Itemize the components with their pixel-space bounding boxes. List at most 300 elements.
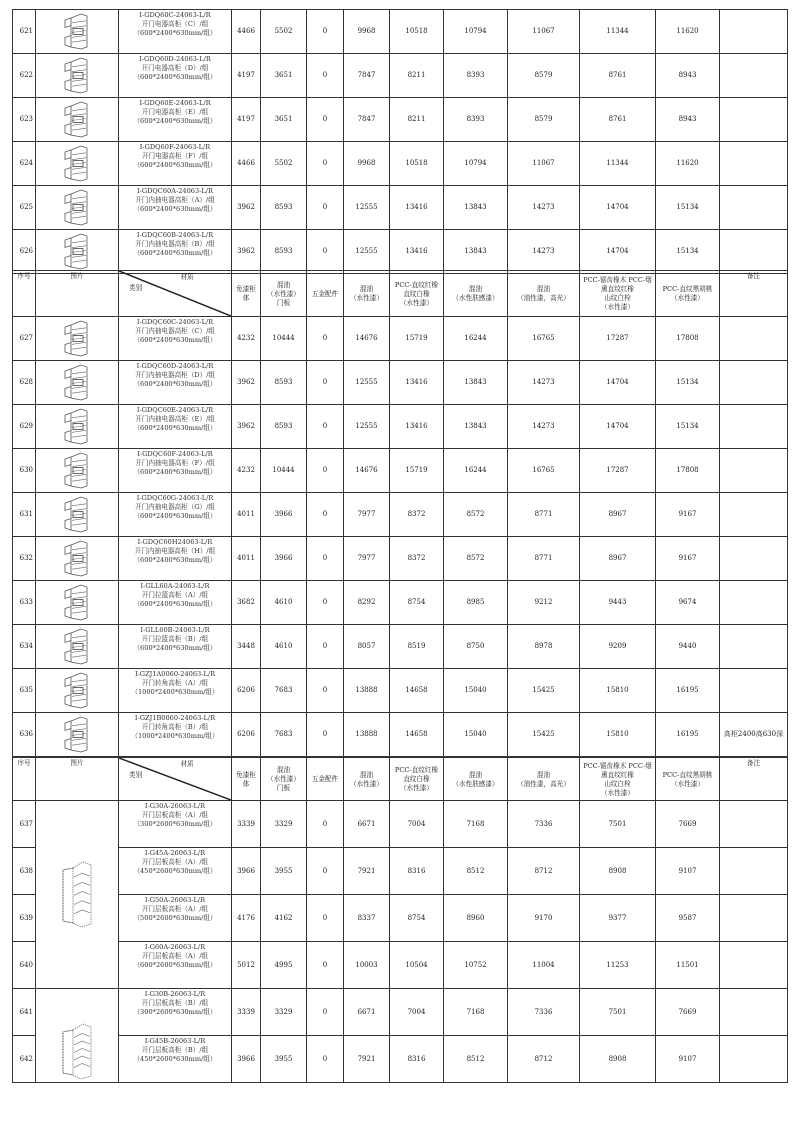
row-price-5: 16244 [444, 449, 508, 493]
row-price-0: 4176 [232, 895, 261, 942]
row-price-1: 5502 [261, 10, 307, 54]
row-name: 开门电器高柜（C）/组 [141, 20, 209, 28]
row-description [119, 989, 232, 1036]
row-price-2: 0 [307, 581, 344, 625]
row-price-6: 11067 [508, 10, 580, 54]
row-price-8: 7669 [656, 801, 720, 848]
cabinet-drawing-icon [57, 1022, 97, 1082]
header-col-line: PCC-直纹黑胡桃 [662, 770, 713, 779]
row-price-8: 15134 [656, 405, 720, 449]
header-image: 图片 [36, 271, 119, 317]
header-col-line: 熏直纹红橡 [601, 770, 634, 779]
header-col-7 [580, 758, 656, 801]
header-col-6 [508, 758, 580, 801]
row-remark [720, 895, 788, 942]
row-price-4: 8754 [390, 581, 444, 625]
header-col-line: （油性漆，高光） [517, 779, 570, 788]
row-remark [720, 54, 788, 98]
row-remark [720, 848, 788, 895]
row-description [119, 669, 232, 713]
row-price-8: 9107 [656, 1036, 720, 1083]
cabinet-drawing-icon [57, 671, 97, 711]
row-price-8: 9674 [656, 581, 720, 625]
row-price-2: 0 [307, 625, 344, 669]
row-price-7: 14704 [580, 230, 656, 274]
cabinet-drawing-icon [57, 451, 97, 491]
row-price-8: 11620 [656, 142, 720, 186]
row-description [119, 405, 232, 449]
row-price-7: 8908 [580, 1036, 656, 1083]
row-price-4: 15719 [390, 317, 444, 361]
row-price-2: 0 [307, 713, 344, 757]
cabinet-drawing-icon [57, 627, 97, 667]
cabinet-drawing-icon [57, 407, 97, 447]
header-col-1 [261, 271, 307, 317]
row-price-2: 0 [307, 537, 344, 581]
row-price-8: 17808 [656, 317, 720, 361]
row-price-3: 12555 [344, 361, 390, 405]
row-name: 开门层板高柜（A）/组 [141, 952, 209, 960]
row-price-0: 3339 [232, 989, 261, 1036]
row-price-4: 8519 [390, 625, 444, 669]
row-price-6: 7336 [508, 801, 580, 848]
row-remark [720, 317, 788, 361]
row-price-1: 10444 [261, 317, 307, 361]
row-size: （600*2400*630mm/组） [133, 336, 217, 344]
row-size: （450*2600*630mm/组） [133, 867, 217, 875]
row-image [36, 98, 119, 142]
header-col-line: PCC-直纹红橡 [394, 766, 439, 774]
row-name: 开门内抽电器高柜（A）/组 [135, 196, 215, 204]
row-price-6: 8771 [508, 493, 580, 537]
table-row [13, 625, 788, 669]
row-price-7: 8761 [580, 98, 656, 142]
row-image [36, 405, 119, 449]
row-name: 开门拉篮高柜（B）/组 [141, 635, 209, 643]
row-size: （600*2400*630mm/组） [133, 600, 217, 608]
row-price-5: 10794 [444, 10, 508, 54]
row-price-5: 7168 [444, 801, 508, 848]
row-price-8: 15134 [656, 361, 720, 405]
table-row [13, 186, 788, 230]
row-description [119, 317, 232, 361]
row-description [119, 625, 232, 669]
row-code: I-GDQC60F-24063-L/R [137, 450, 213, 458]
row-price-6: 9212 [508, 581, 580, 625]
table-row [13, 142, 788, 186]
header-col-line: （水性漆） [350, 294, 383, 302]
row-image [36, 449, 119, 493]
row-price-7: 8967 [580, 493, 656, 537]
row-price-7: 9209 [580, 625, 656, 669]
row-seq: 628 [13, 361, 36, 405]
row-remark [720, 537, 788, 581]
row-price-6: 16765 [508, 449, 580, 493]
row-size: （600*2400*630mm/组） [133, 468, 217, 476]
cabinet-drawing-icon [57, 144, 97, 184]
row-price-7: 14704 [580, 186, 656, 230]
row-price-8: 11501 [656, 942, 720, 989]
header-col-line: （水性漆） [671, 294, 704, 302]
row-price-6: 8579 [508, 98, 580, 142]
row-price-2: 0 [307, 449, 344, 493]
cabinet-drawing-icon [57, 363, 97, 403]
table-row [13, 801, 788, 848]
row-price-5: 13843 [444, 361, 508, 405]
header-seq: 序号 [13, 758, 36, 801]
header-col-line: 体 [242, 294, 250, 302]
header-col-line: PCC-直纹红橡 [394, 280, 439, 289]
row-price-4: 8211 [390, 98, 444, 142]
header-col-line: 免漆柜 [236, 770, 256, 779]
row-price-0: 3339 [232, 801, 261, 848]
header-row [13, 758, 788, 801]
header-col-line: 混油 [468, 770, 483, 779]
cabinet-drawing-icon [57, 100, 97, 140]
row-code: I-GDQC60H24063-L/R [137, 538, 213, 546]
row-price-5: 13843 [444, 405, 508, 449]
table-row [13, 942, 788, 989]
table-row [13, 405, 788, 449]
header-col-8 [656, 758, 720, 801]
row-price-1: 10444 [261, 449, 307, 493]
row-price-6: 15425 [508, 669, 580, 713]
row-price-8: 9440 [656, 625, 720, 669]
table-row [13, 1036, 788, 1083]
row-code: I-GDQC60A-24063-L/R [137, 187, 213, 195]
row-code: I-GDQC60D-24063-L/R [136, 362, 214, 370]
row-price-5: 8512 [444, 1036, 508, 1083]
row-price-3: 7847 [344, 54, 390, 98]
row-price-1: 4610 [261, 581, 307, 625]
row-price-1: 3329 [261, 989, 307, 1036]
row-price-2: 0 [307, 848, 344, 895]
row-price-5: 8393 [444, 54, 508, 98]
table-row [13, 493, 788, 537]
row-price-4: 8754 [390, 895, 444, 942]
header-col-line: 直纹白橡 [403, 775, 430, 783]
row-price-5: 15040 [444, 713, 508, 757]
table-row [13, 98, 788, 142]
row-description [119, 142, 232, 186]
row-code: I-GDQC60E-24063-L/R [136, 406, 214, 414]
row-image [36, 10, 119, 54]
row-price-2: 0 [307, 669, 344, 713]
row-name: 开门层板高柜（A）/组 [141, 905, 209, 913]
header-col-line: 五金配件 [311, 775, 339, 783]
row-price-1: 4610 [261, 625, 307, 669]
row-price-3: 7977 [344, 493, 390, 537]
row-code: I-GZJ1A0060-24063-L/R [134, 670, 216, 678]
row-price-8: 9167 [656, 493, 720, 537]
row-price-2: 0 [307, 405, 344, 449]
row-price-4: 8372 [390, 493, 444, 537]
row-price-1: 3651 [261, 98, 307, 142]
header-col-line: （水性肤感漆） [452, 779, 499, 788]
row-size: （600*2400*630mm/组） [133, 380, 217, 388]
header-material: 材质 [180, 760, 194, 768]
row-price-4: 7004 [390, 989, 444, 1036]
row-price-5: 13843 [444, 186, 508, 230]
row-price-2: 0 [307, 1036, 344, 1083]
row-price-5: 15040 [444, 669, 508, 713]
row-price-4: 8372 [390, 537, 444, 581]
row-price-4: 15719 [390, 449, 444, 493]
table-row [13, 895, 788, 942]
row-name: 开门层板高柜（A）/组 [141, 858, 209, 866]
row-price-2: 0 [307, 989, 344, 1036]
row-size: （500*2600*630mm/组） [133, 914, 217, 922]
header-col-line: 熏直纹红橡 [601, 285, 634, 293]
row-price-7: 15810 [580, 669, 656, 713]
row-description [119, 361, 232, 405]
row-price-5: 8572 [444, 493, 508, 537]
row-code: I-GLL60B-24063-L/R [140, 626, 210, 634]
header-material: 材质 [180, 273, 194, 281]
row-price-7: 7501 [580, 801, 656, 848]
row-description [119, 848, 232, 895]
row-description [119, 895, 232, 942]
row-seq: 633 [13, 581, 36, 625]
row-price-6: 14273 [508, 230, 580, 274]
header-col-line: 体 [242, 779, 250, 788]
row-seq: 639 [13, 895, 36, 942]
header-col-line: 混油 [468, 285, 483, 293]
header-col-line: 混油 [536, 770, 551, 779]
row-price-8: 9587 [656, 895, 720, 942]
table-row [13, 54, 788, 98]
row-name: 开门层板高柜（B）/组 [141, 999, 209, 1007]
row-price-0: 4232 [232, 317, 261, 361]
row-price-3: 12555 [344, 230, 390, 274]
header-col-5 [444, 758, 508, 801]
header-col-2 [307, 758, 344, 801]
row-price-1: 8593 [261, 361, 307, 405]
row-price-3: 8292 [344, 581, 390, 625]
row-price-2: 0 [307, 317, 344, 361]
row-remark [720, 801, 788, 848]
table-row [13, 713, 788, 757]
row-price-7: 11344 [580, 10, 656, 54]
row-image [36, 537, 119, 581]
row-price-1: 7683 [261, 669, 307, 713]
header-col-line: （油性漆，高光） [517, 294, 570, 302]
row-price-2: 0 [307, 54, 344, 98]
row-description [119, 713, 232, 757]
row-name: 开门拉篮高柜（A）/组 [141, 591, 209, 599]
row-price-8: 9107 [656, 848, 720, 895]
row-size: （600*2400*630mm/组） [133, 512, 217, 520]
row-price-4: 10504 [390, 942, 444, 989]
row-price-5: 8960 [444, 895, 508, 942]
row-code: I-G60A-26063-L/R [144, 943, 206, 951]
row-price-4: 10518 [390, 10, 444, 54]
cabinet-drawing-icon [57, 539, 97, 579]
row-price-7: 8967 [580, 537, 656, 581]
header-col-7 [580, 271, 656, 317]
header-col-5 [444, 271, 508, 317]
row-name: 开门转角高柜（A）/组 [141, 679, 209, 687]
row-size: （600*2400*630mm/组） [133, 644, 217, 652]
row-remark [720, 186, 788, 230]
row-price-6: 8579 [508, 54, 580, 98]
row-price-8: 16195 [656, 669, 720, 713]
row-name: 开门转角高柜（B）/组 [141, 723, 209, 731]
header-image: 图片 [36, 758, 119, 801]
row-size: （450*2600*630mm/组） [133, 1055, 217, 1063]
row-price-6: 9170 [508, 895, 580, 942]
row-price-7: 7501 [580, 989, 656, 1036]
row-price-6: 7336 [508, 989, 580, 1036]
row-code: I-GDQ60C-24063-L/R [139, 11, 211, 19]
row-code: I-G30A-26063-L/R [144, 802, 206, 810]
row-price-0: 4011 [232, 493, 261, 537]
header-col-line: （水性漆） [267, 289, 300, 298]
row-price-2: 0 [307, 493, 344, 537]
row-price-5: 8750 [444, 625, 508, 669]
row-size: （600*2400*630mm/组） [133, 117, 217, 125]
row-price-2: 0 [307, 361, 344, 405]
row-price-5: 13843 [444, 230, 508, 274]
header-col-0 [232, 271, 261, 317]
row-price-3: 6671 [344, 989, 390, 1036]
row-remark [720, 98, 788, 142]
row-code: I-G45A-26063-L/R [144, 849, 206, 857]
cabinet-drawing-icon [57, 319, 97, 359]
row-price-0: 4197 [232, 54, 261, 98]
row-size: （600*2400*630mm/组） [133, 249, 217, 257]
row-price-1: 4995 [261, 942, 307, 989]
row-name: 开门层板高柜（B）/组 [141, 1046, 209, 1054]
row-price-0: 3962 [232, 186, 261, 230]
row-price-4: 13416 [390, 230, 444, 274]
header-col-6 [508, 271, 580, 317]
header-seq: 序号 [13, 271, 36, 317]
row-image [36, 361, 119, 405]
row-seq: 623 [13, 98, 36, 142]
row-price-4: 13416 [390, 361, 444, 405]
header-col-4 [390, 758, 444, 801]
row-name: 开门电器高柜（F）/组 [141, 152, 209, 160]
row-price-5: 10752 [444, 942, 508, 989]
row-price-4: 13416 [390, 405, 444, 449]
row-price-0: 3682 [232, 581, 261, 625]
row-image [36, 625, 119, 669]
header-col-line: 免漆柜 [236, 285, 256, 293]
row-size: （600*2400*630mm/组） [133, 556, 217, 564]
row-seq: 624 [13, 142, 36, 186]
row-price-2: 0 [307, 98, 344, 142]
header-col-line: （水性漆） [671, 779, 704, 788]
row-remark [720, 449, 788, 493]
row-price-7: 17287 [580, 449, 656, 493]
row-seq: 621 [13, 10, 36, 54]
header-col-line: （水性漆） [267, 775, 300, 783]
header-col-line: 直纹白橡 [403, 289, 430, 298]
header-col-8 [656, 271, 720, 317]
cabinet-drawing-icon [57, 56, 97, 96]
row-price-1: 3955 [261, 1036, 307, 1083]
header-col-line: 混油 [276, 280, 291, 289]
row-price-3: 7847 [344, 98, 390, 142]
row-price-6: 8978 [508, 625, 580, 669]
row-price-8: 16195 [656, 713, 720, 757]
table-row [13, 848, 788, 895]
row-name: 开门层板高柜（A）/组 [141, 811, 209, 819]
row-price-2: 0 [307, 142, 344, 186]
row-seq: 632 [13, 537, 36, 581]
row-seq: 642 [13, 1036, 36, 1083]
header-col-line: 五金配件 [311, 289, 339, 298]
header-col-line: 混油 [359, 285, 374, 293]
row-price-5: 8572 [444, 537, 508, 581]
row-seq: 625 [13, 186, 36, 230]
header-col-line: （水性漆） [400, 298, 433, 307]
row-code: I-GDQC60B-24063-L/R [136, 231, 214, 239]
row-price-2: 0 [307, 186, 344, 230]
row-price-7: 14704 [580, 405, 656, 449]
row-price-1: 5502 [261, 142, 307, 186]
row-description [119, 10, 232, 54]
row-name: 开门电器高柜（E）/组 [141, 108, 209, 116]
row-price-2: 0 [307, 895, 344, 942]
header-col-line: （水性漆） [350, 779, 383, 788]
row-remark [720, 669, 788, 713]
row-remark [720, 625, 788, 669]
row-image [36, 493, 119, 537]
row-seq: 641 [13, 989, 36, 1036]
row-size: （600*2400*630mm/组） [133, 424, 217, 432]
header-col-line: PCC-锯齿橡木 PCC-烟 [583, 761, 652, 770]
table-row [13, 230, 788, 274]
row-price-3: 9968 [344, 142, 390, 186]
row-image [36, 230, 119, 274]
row-price-0: 6206 [232, 713, 261, 757]
row-price-8: 8943 [656, 54, 720, 98]
row-price-0: 5012 [232, 942, 261, 989]
row-seq: 637 [13, 801, 36, 848]
row-seq: 627 [13, 317, 36, 361]
row-seq: 634 [13, 625, 36, 669]
cabinet-drawing-icon [57, 12, 97, 52]
row-price-0: 4011 [232, 537, 261, 581]
row-price-4: 7004 [390, 801, 444, 848]
row-price-8: 8943 [656, 98, 720, 142]
table-row [13, 537, 788, 581]
row-price-0: 3962 [232, 405, 261, 449]
row-image-group [36, 989, 119, 1083]
row-price-7: 11344 [580, 142, 656, 186]
row-price-8: 11620 [656, 10, 720, 54]
row-remark [720, 581, 788, 625]
row-price-2: 0 [307, 942, 344, 989]
price-table-part-3 [12, 757, 788, 1083]
row-price-6: 16765 [508, 317, 580, 361]
row-price-5: 16244 [444, 317, 508, 361]
row-remark [720, 942, 788, 989]
row-price-3: 8337 [344, 895, 390, 942]
row-price-3: 13888 [344, 713, 390, 757]
row-size: （600*2400*630mm/组） [133, 29, 217, 37]
row-price-8: 15134 [656, 186, 720, 230]
row-code: I-GDQ60E-24063-L/R [139, 99, 211, 107]
header-col-line: PCC-锯齿橡木 PCC-烟 [583, 276, 652, 284]
cabinet-drawing-icon [57, 232, 97, 272]
row-price-3: 12555 [344, 405, 390, 449]
row-price-0: 3962 [232, 361, 261, 405]
header-col-1 [261, 758, 307, 801]
row-price-3: 8057 [344, 625, 390, 669]
